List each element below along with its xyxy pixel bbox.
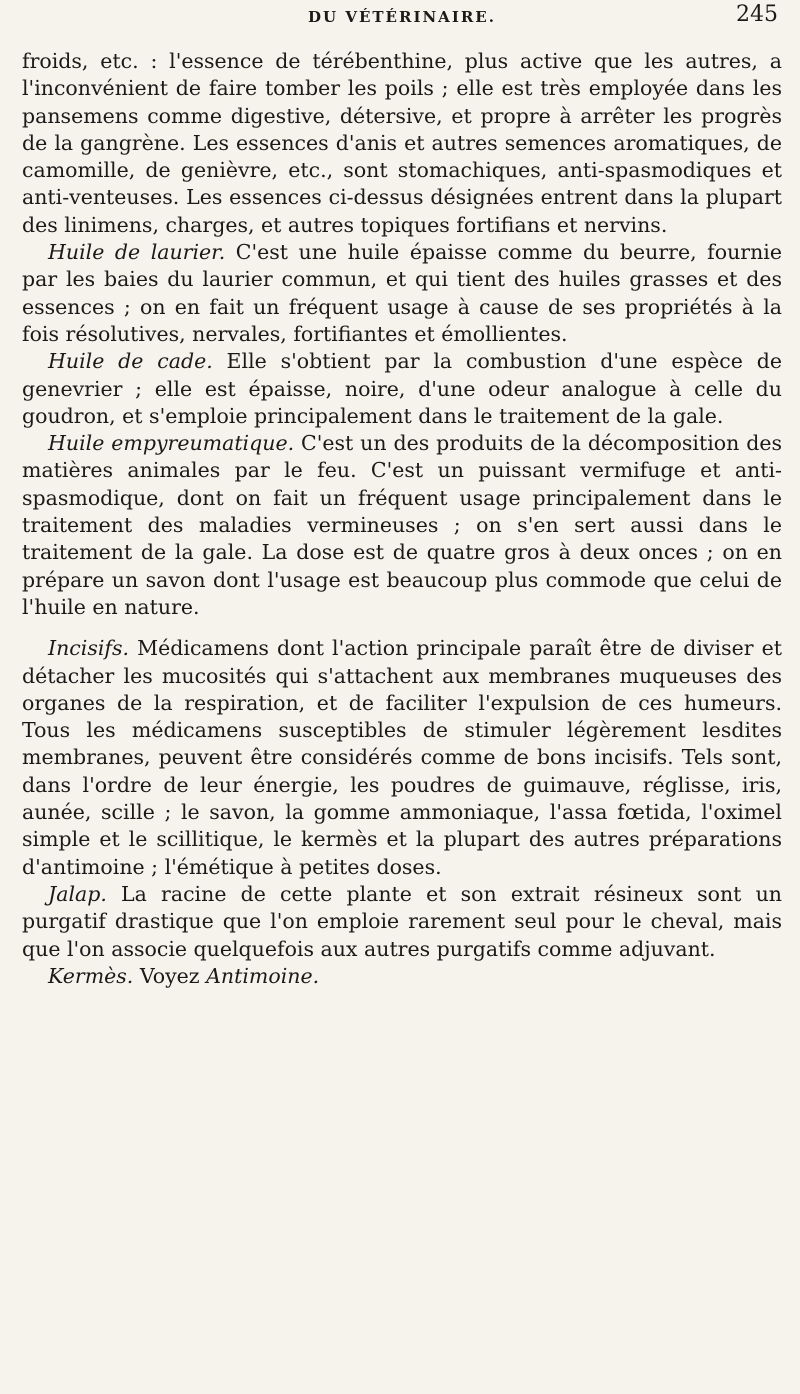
entry-text: Voyez xyxy=(133,963,207,988)
running-title: DU VÉTÉRINAIRE. xyxy=(308,8,496,26)
page-body xyxy=(22,48,782,990)
entry-incisifs xyxy=(22,635,782,881)
entry-term: Kermès. xyxy=(48,963,134,988)
page-header xyxy=(22,0,782,46)
entry-jalap xyxy=(22,881,782,963)
paragraph-essences xyxy=(22,48,782,239)
paragraph-text: froids, etc. : l'essence de térébenthine, plus active que les autres, a l'inconvénient de faire tomber les poils ; elle est très employée dans les pansemens comme digestive, détersive, et propre à arrêter les progrès de la gangrène. Les essences d'anis et autres semences aromatiques, de camomille, de genièvre, etc., sont stomachiques, anti-spasmodiques et anti-venteuses. Les essences ci-dessus désignées entrent dans la plupart des linimens, charges, et autres topiques fortifians et nervins. xyxy=(22,49,782,237)
entry-term: Huile empyreumatique. xyxy=(48,431,295,456)
entry-kermes xyxy=(22,963,782,990)
entry-text: C'est un des produits de la décomposition des matières animales par le feu. C'est un puissant vermifuge et anti-spasmodique, dont on fait un fréquent usage principalement dans le traitement des maladies vermineuses ; on s'en sert aussi dans le traitement de la gale. La dose est de quatre gros à deux onces ; on en prépare un savon dont l'usage est beaucoup plus commode que celui de l'huile en nature. xyxy=(22,431,782,619)
entry-term: Incisifs. xyxy=(48,636,130,661)
entry-huile-de-cade xyxy=(22,348,782,430)
entry-term: Huile de laurier. xyxy=(48,240,226,265)
entry-huile-empyreumatique xyxy=(22,430,782,621)
entry-term: Huile de cade. xyxy=(48,349,213,374)
page-number: 245 xyxy=(736,2,778,27)
entry-text: Elle s'obtient par la combustion d'une espèce de genevrier ; elle est épaisse, noire, d'une odeur analogue à celle du goudron, et s'emploie principalement dans le traitement de la gale. xyxy=(22,349,782,428)
entry-term: Jalap. xyxy=(48,881,107,906)
cross-reference: Antimoine. xyxy=(206,963,320,988)
entry-text: C'est une huile épaisse comme du beurre, fournie par les baies du laurier commun, et qui tient des huiles grasses et des essences ; on en fait un fréquent usage à cause de ses propriétés à la fois résolutives, nervales, fortifiantes et émollientes. xyxy=(22,240,782,346)
entry-huile-de-laurier xyxy=(22,239,782,348)
entry-text: Médicamens dont l'action principale paraît être de diviser et détacher les mucosités qui s'attachent aux membranes muqueuses des organes de la respiration, et de faciliter l'expulsion de ces humeurs. Tous les médicamens susceptibles de stimuler légèrement lesdites membranes, peuvent être considérés comme de bons incisifs. Tels sont, dans l'ordre de leur énergie, les poudres de guimauve, réglisse, iris, aunée, scille ; le savon, la gomme ammoniaque, l'assa fœtida, l'oximel simple et le scillitique, le kermès et la plupart des autres préparations d'antimoine ; l'émétique à petites doses. xyxy=(22,636,782,879)
entry-text: La racine de cette plante et son extrait résineux sont un purgatif drastique que l'on emploie rarement seul pour le cheval, mais que l'on associe quelquefois aux autres purgatifs comme adjuvant. xyxy=(22,881,782,961)
